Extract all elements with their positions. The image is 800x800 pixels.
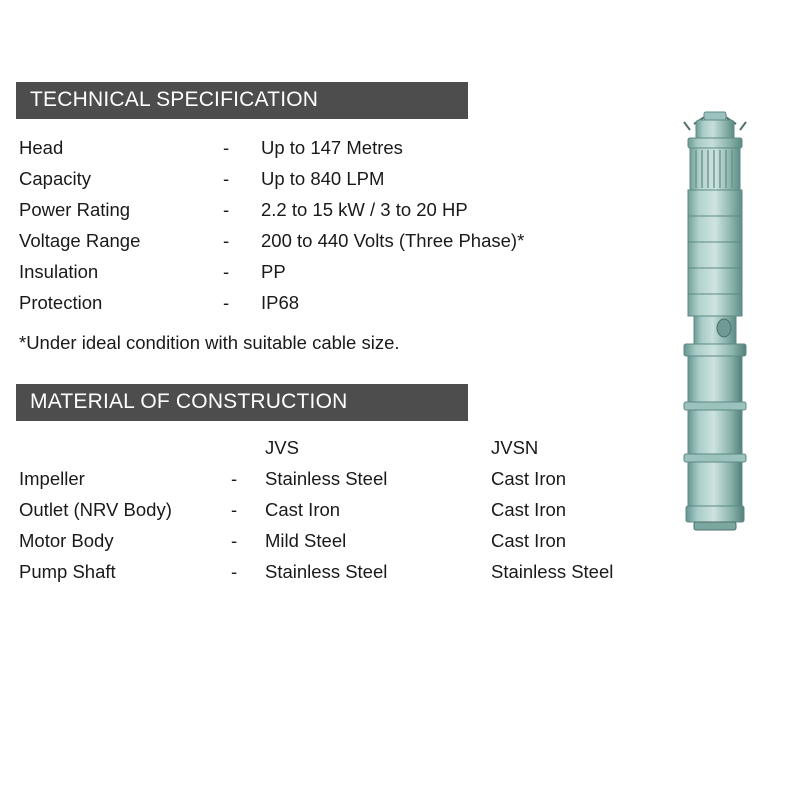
- moc-separator: -: [231, 530, 238, 551]
- technical-specification-footnote: *Under ideal condition with suitable cable size.: [19, 332, 400, 353]
- document-content: [16, 82, 636, 588]
- moc-label: Pump Shaft: [19, 561, 116, 582]
- spec-separator: -: [223, 261, 230, 282]
- technical-specification-heading: TECHNICAL SPECIFICATION: [16, 82, 468, 119]
- moc-label: Impeller: [19, 468, 85, 489]
- spec-label: Capacity: [19, 168, 91, 189]
- moc-jvsn-value: Cast Iron: [491, 499, 567, 520]
- spec-value: 200 to 440 Volts (Three Phase)*: [261, 230, 525, 251]
- spec-separator: -: [223, 168, 230, 189]
- table-row: [16, 495, 613, 526]
- table-row: [16, 288, 524, 319]
- table-row: [16, 526, 613, 557]
- spec-label: Power Rating: [19, 199, 131, 220]
- moc-jvs-value: Stainless Steel: [265, 561, 388, 582]
- table-row: [16, 195, 524, 226]
- spec-value: Up to 147 Metres: [261, 137, 403, 158]
- spec-label: Protection: [19, 292, 103, 313]
- moc-column-jvs: JVS: [265, 437, 299, 458]
- submersible-pump-photo: [660, 108, 770, 538]
- spec-value: IP68: [261, 292, 300, 313]
- spec-label: Head: [19, 137, 64, 158]
- table-row: [16, 557, 613, 588]
- moc-jvs-value: Mild Steel: [265, 530, 347, 551]
- moc-column-dash: [231, 433, 265, 464]
- moc-separator: -: [231, 561, 238, 582]
- moc-jvsn-value: Stainless Steel: [491, 561, 614, 582]
- table-row: [16, 226, 524, 257]
- material-of-construction-section: [16, 384, 636, 588]
- moc-column-jvsn: JVSN: [491, 437, 539, 458]
- table-header-row: [16, 433, 613, 464]
- spec-separator: -: [223, 137, 230, 158]
- moc-label: Motor Body: [19, 530, 114, 551]
- moc-jvs-value: Stainless Steel: [265, 468, 388, 489]
- spec-value: 2.2 to 15 kW / 3 to 20 HP: [261, 199, 468, 220]
- spec-separator: -: [223, 230, 230, 251]
- moc-label: Outlet (NRV Body): [19, 499, 172, 520]
- table-row: [16, 464, 613, 495]
- spec-label: Insulation: [19, 261, 99, 282]
- material-of-construction-heading: MATERIAL OF CONSTRUCTION: [16, 384, 468, 421]
- spec-separator: -: [223, 199, 230, 220]
- table-row: [16, 164, 524, 195]
- moc-jvsn-value: Cast Iron: [491, 468, 567, 489]
- spec-value: PP: [261, 261, 286, 282]
- moc-jvs-value: Cast Iron: [265, 499, 341, 520]
- spec-value: Up to 840 LPM: [261, 168, 385, 189]
- table-row: [16, 257, 524, 288]
- table-row: [16, 133, 524, 164]
- moc-separator: -: [231, 499, 238, 520]
- spec-separator: -: [223, 292, 230, 313]
- pump-stages: [688, 190, 742, 316]
- technical-specification-table: [16, 133, 524, 319]
- moc-column-blank: [16, 433, 231, 464]
- material-of-construction-table: [16, 433, 613, 588]
- moc-jvsn-value: Cast Iron: [491, 530, 567, 551]
- spec-label: Voltage Range: [19, 230, 141, 251]
- moc-separator: -: [231, 468, 238, 489]
